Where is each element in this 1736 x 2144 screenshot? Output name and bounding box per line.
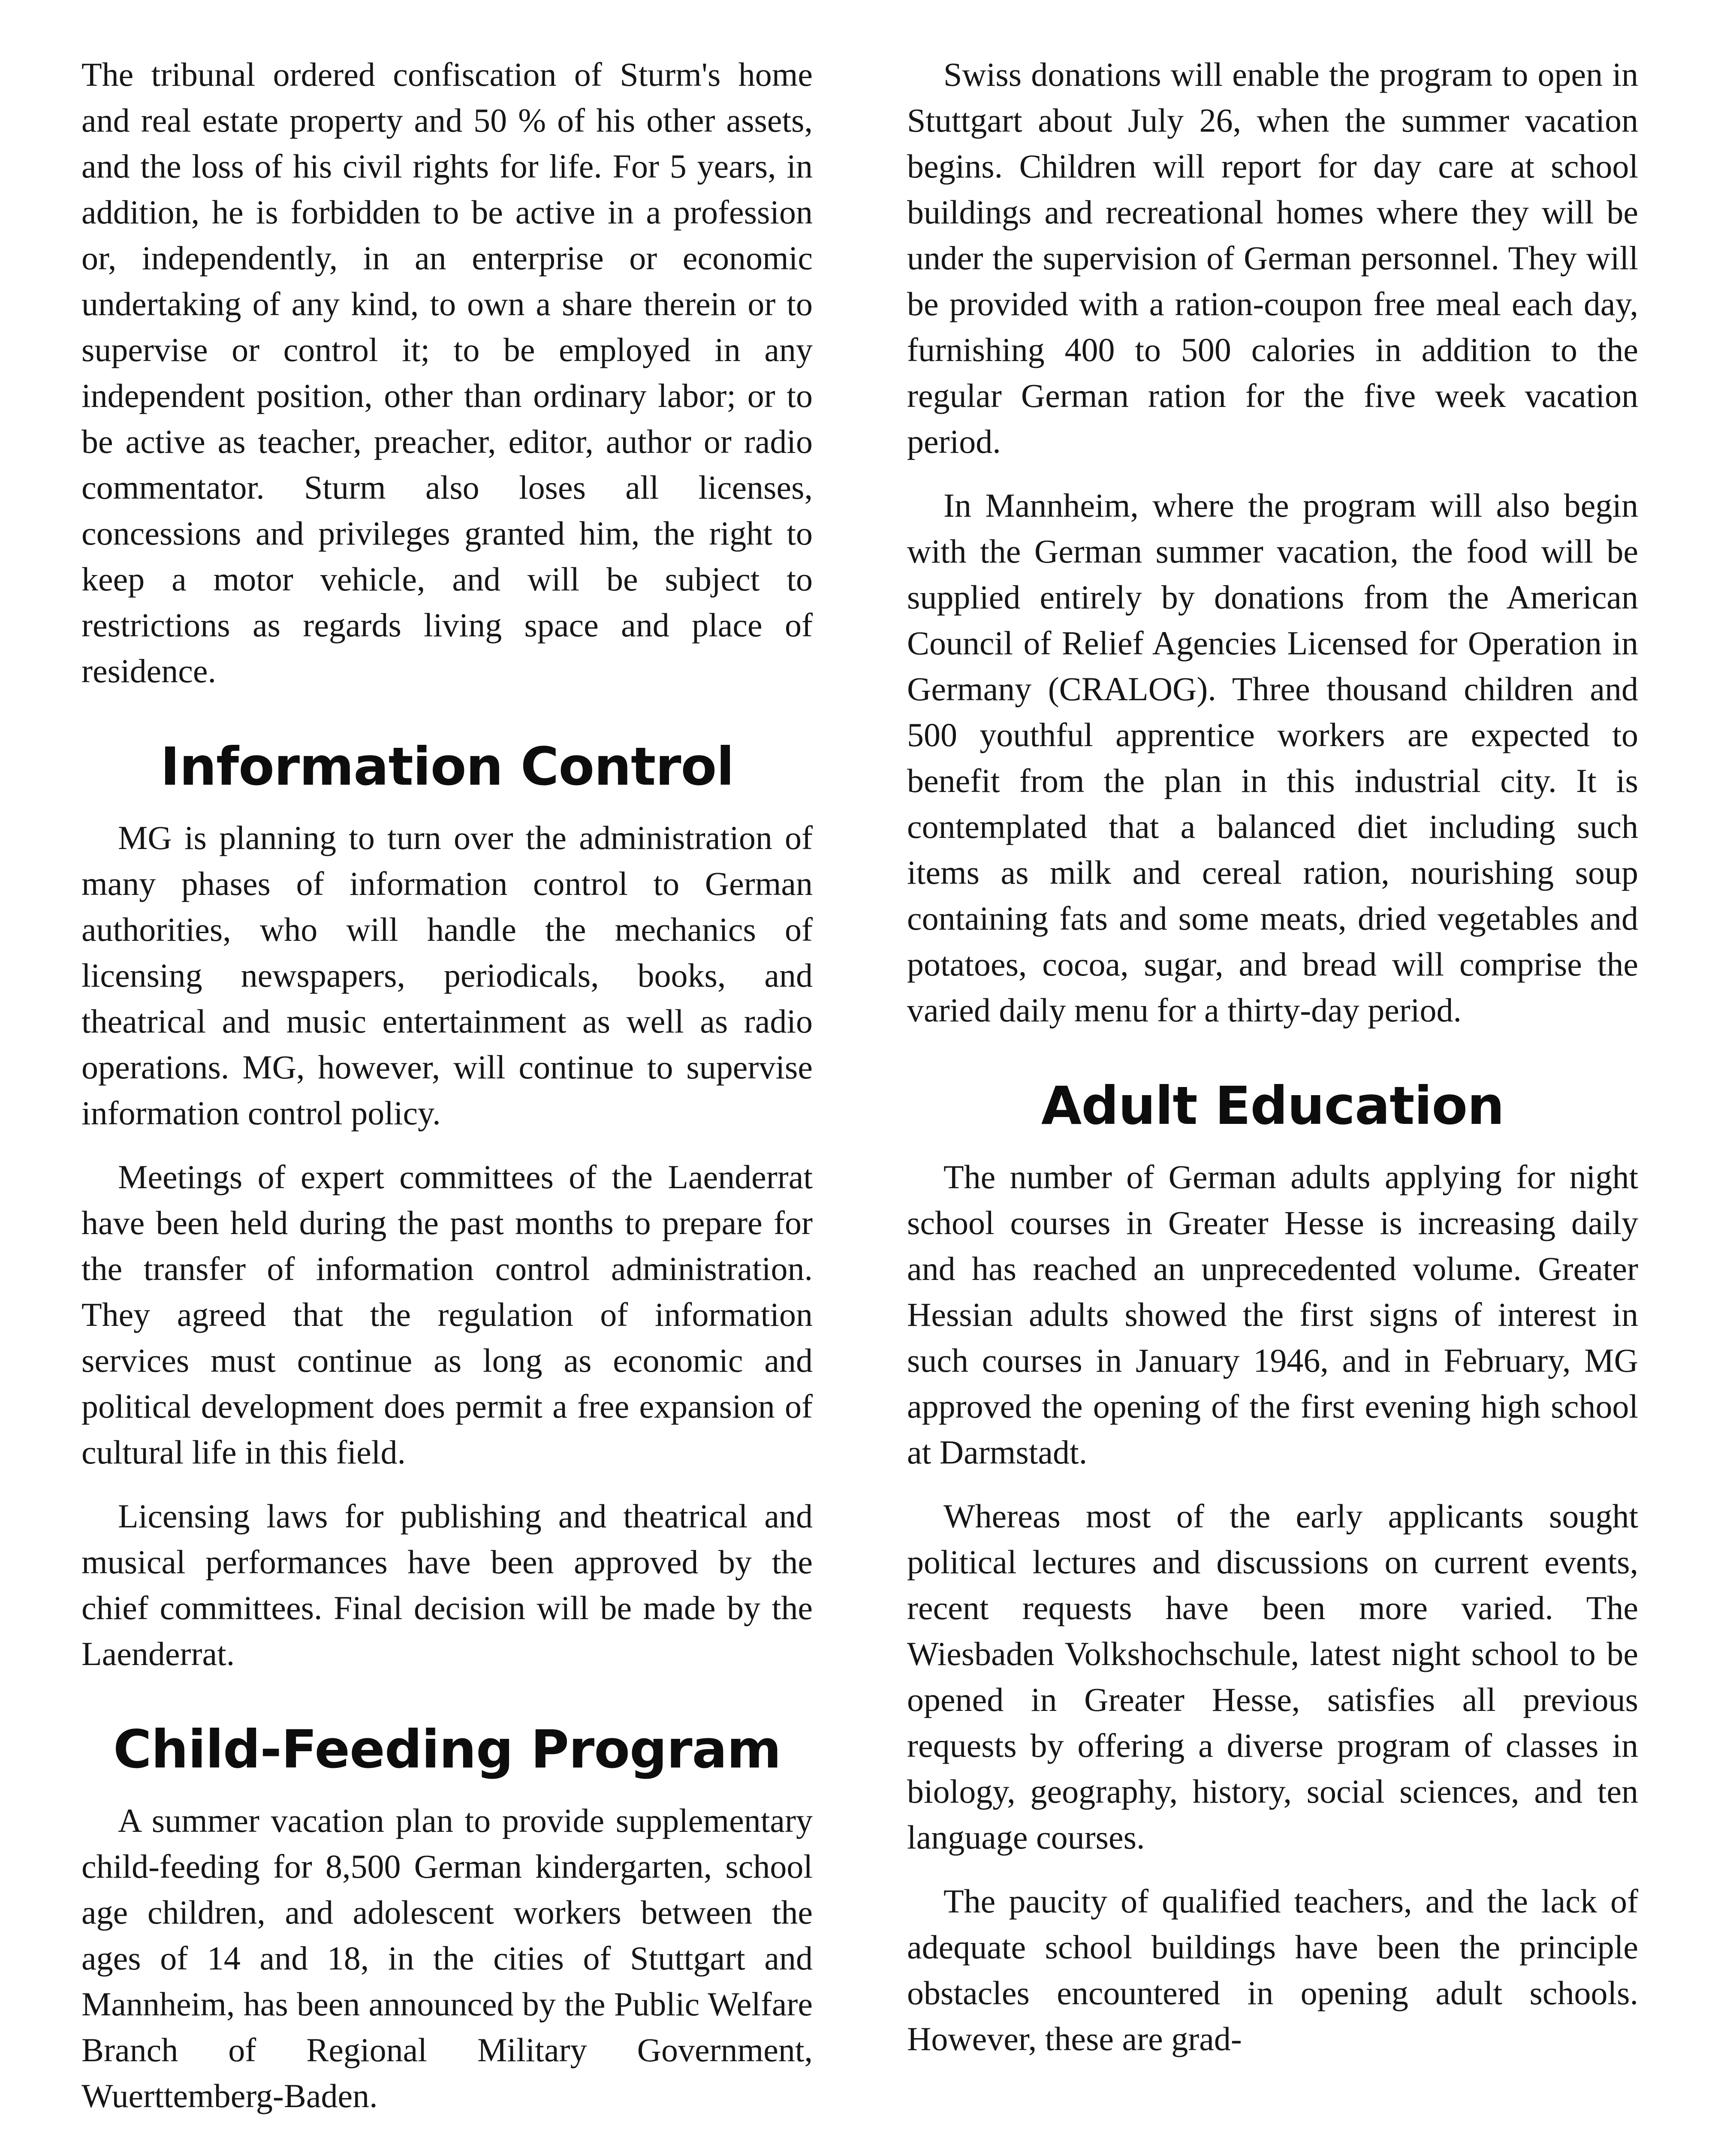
paragraph-night-school-applicants: The number of German adults applying for night school courses in Greater Hesse is increasing daily and has reached an unprecedented volume. Greater Hessian adults showed the first signs of interest in such courses in January 1946, and in February, MG approved the opening of the first evening high school at Darmstadt. xyxy=(907,1158,1638,1471)
paragraph-summer-vacation-plan: A summer vacation plan to provide supplementary child-feeding for 8,500 German kindergarten, school age children, and adolescent workers between the ages of 14 and 18, in the cities of Stuttgart and Mannheim, has been announced by the Public Welfare Branch of Regional Military Government, Wuerttemberg-Baden. xyxy=(81,1802,813,2114)
paragraph-swiss-donations: Swiss donations will enable the program to open in Stuttgart about July 26, when the summer vacation begins. Children will report for day care at school buildings and recreational homes where they will be under the supervision of German personnel. They will be provided with a ration-coupon free meal each day, furnishing 400 to 500 calories in addition to the regular German ration for the five week vacation period. xyxy=(907,56,1638,460)
paragraph-teacher-paucity: The paucity of qualified teachers, and the lack of adequate school buildings have been the principle obstacles encountered in opening adult schools. However, these are grad- xyxy=(907,1882,1638,2057)
paragraph-laenderrat-meetings: Meetings of expert committees of the Laenderrat have been held during the past months to prepare for the transfer of information control administration. They agreed that the regulation of information services must continue as long as economic and political development does permit a free expansion of cultural life in this field. xyxy=(81,1158,813,1471)
right-column xyxy=(907,51,1638,2080)
paragraph-mg-information-control: MG is planning to turn over the administration of many phases of information control to German authorities, who will handle the mechanics of licensing newspapers, periodicals, books, and theatrical and music entertainment as well as radio operations. MG, however, will continue to supervise information control policy. xyxy=(81,819,813,1132)
section-heading-child-feeding: Child-Feeding Program xyxy=(113,1719,781,1780)
paragraph-varied-requests: Whereas most of the early applicants sought political lectures and discussions on current events, recent requests have been more varied. The Wiesbaden Volkshochschule, latest night school to be opened in Greater Hesse, satisfies all previous requests by offering a diverse program of classes in biology, geography, history, social sciences, and ten language courses. xyxy=(907,1497,1638,1856)
paragraph-mannheim-program: In Mannheim, where the program will also begin with the German summer vacation, the food will be supplied entirely by donations from the American Council of Relief Agencies Licensed for Operation in Germany (CRALOG). Three thousand children and 500 youthful apprentice workers are expected to benefit from the plan in this industrial city. It is contemplated that a balanced diet including such items as milk and cereal ration, nourishing soup containing fats and some meats, dried vegetables and potatoes, cocoa, sugar, and bread will comprise the varied daily menu for a thirty-day period. xyxy=(907,487,1638,1029)
left-column xyxy=(81,51,813,2137)
section-heading-adult-education: Adult Education xyxy=(1041,1075,1504,1136)
section-heading-information-control: Information Control xyxy=(160,736,734,797)
paragraph-licensing-laws: Licensing laws for publishing and theatrical and musical performances have been approved by the chief committees. Final decision will be made by the Laenderrat. xyxy=(81,1497,813,1672)
paragraph-sturm-confiscation: The tribunal ordered confiscation of Sturm's home and real estate property and 50 % of his other assets, and the loss of his civil rights for life. For 5 years, in addition, he is forbidden to be active in a profession or, independently, in an enterprise or economic undertaking of any kind, to own a share therein or to supervise or control it; to be employed in any independent position, other than ordinary labor; or to be active as teacher, preacher, editor, author or radio commentator. Sturm also loses all licenses, concessions and privileges granted him, the right to keep a motor vehicle, and will be subject to restrictions as regards living space and place of residence. xyxy=(81,56,813,690)
